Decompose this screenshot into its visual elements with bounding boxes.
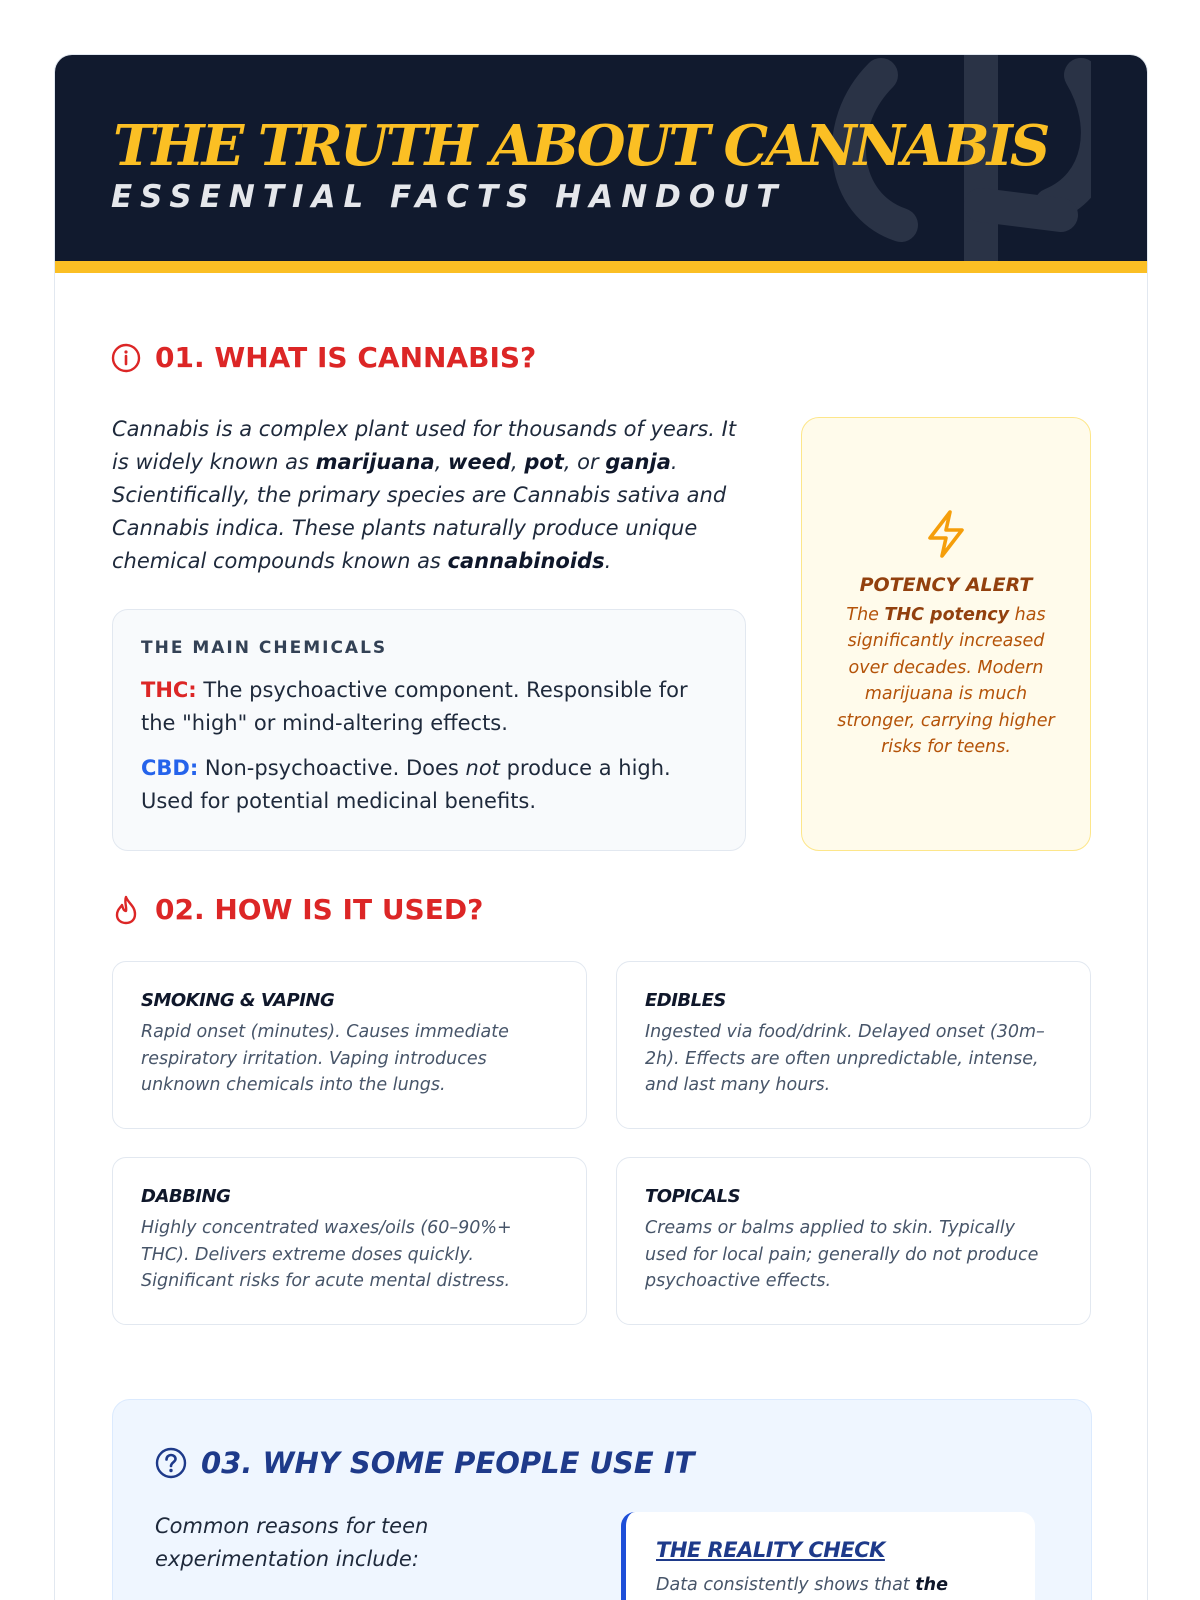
cbd-label: CBD: bbox=[141, 756, 199, 780]
intro-term: pot bbox=[524, 450, 564, 474]
intro-text: . Scientifically, the primary species are Cannabis sativa and Cannabis indica. These plants naturally produce unique chemical compounds known as bbox=[112, 450, 727, 573]
method-card-dabbing bbox=[112, 1157, 587, 1325]
reality-check-box bbox=[621, 1512, 1035, 1600]
cbd-row bbox=[141, 752, 717, 818]
intro-text: . bbox=[604, 549, 612, 573]
method-card-edibles bbox=[616, 961, 1091, 1129]
alert-text: The bbox=[846, 604, 885, 625]
why-people-use-box bbox=[112, 1399, 1092, 1600]
potency-alert-box bbox=[801, 417, 1091, 851]
intro-term: weed bbox=[448, 450, 511, 474]
alert-text: has significantly increased over decades. Modern marijuana is much stronger, carrying higher risks for teens. bbox=[837, 604, 1055, 757]
intro-sep: , bbox=[510, 450, 525, 474]
section-1-heading bbox=[111, 341, 536, 374]
intro-term: ganja bbox=[605, 450, 671, 474]
lightning-icon bbox=[922, 508, 970, 560]
intro-term: cannabinoids bbox=[447, 549, 605, 573]
page-title: THE TRUTH ABOUT CANNABIS bbox=[113, 113, 1048, 179]
flame-icon bbox=[111, 894, 141, 926]
cbd-text: Non-psychoactive. Does bbox=[198, 756, 466, 780]
info-icon bbox=[111, 343, 141, 373]
intro-term: marijuana bbox=[315, 450, 435, 474]
method-title: TOPICALS bbox=[645, 1186, 741, 1207]
section-1-title: 01. WHAT IS CANNABIS? bbox=[155, 341, 537, 374]
why-intro-text: Common reasons for teen experimentation include: bbox=[155, 1514, 429, 1571]
main-chemicals-box bbox=[112, 609, 746, 851]
method-description: Ingested via food/drink. Delayed onset (30m–2h). Effects are often unpredictable, intense, and last many hours. bbox=[645, 1022, 1045, 1095]
intro-sep: , or bbox=[563, 450, 606, 474]
handout-card bbox=[54, 54, 1148, 1600]
reality-check-text bbox=[656, 1572, 1005, 1598]
alert-emphasis: THC potency bbox=[884, 604, 1010, 625]
method-title: DABBING bbox=[141, 1186, 231, 1207]
section-2-heading bbox=[111, 893, 483, 926]
section-2-title: 02. HOW IS IT USED? bbox=[155, 893, 484, 926]
thc-row bbox=[141, 674, 717, 740]
method-card-smoking bbox=[112, 961, 587, 1129]
method-card-topicals bbox=[616, 1157, 1091, 1325]
thc-text: The psychoactive component. Responsible for the "high" or mind-altering effects. bbox=[141, 678, 688, 735]
section-3-title: 03. WHY SOME PEOPLE USE IT bbox=[201, 1446, 695, 1480]
reality-text: Data consistently shows that bbox=[656, 1575, 916, 1595]
reality-check-title: THE REALITY CHECK bbox=[656, 1538, 885, 1562]
main-chemicals-heading: THE MAIN CHEMICALS bbox=[141, 638, 388, 658]
method-title: EDIBLES bbox=[645, 990, 726, 1011]
question-icon bbox=[155, 1447, 187, 1479]
method-description: Rapid onset (minutes). Causes immediate respiratory irritation. Vaping introduces unknown chemicals into the lungs. bbox=[141, 1022, 509, 1095]
thc-label: THC: bbox=[141, 678, 197, 702]
method-title: SMOKING & VAPING bbox=[141, 990, 335, 1011]
intro-sep: , bbox=[434, 450, 449, 474]
potency-alert-title: POTENCY ALERT bbox=[859, 573, 1033, 596]
cbd-emphasis: not bbox=[465, 756, 500, 780]
method-description: Highly concentrated waxes/oils (60–90%+ THC). Delivers extreme doses quickly. Significant risks for acute mental distress. bbox=[141, 1218, 512, 1291]
cbd-text: produce a high. Used for potential medicinal benefits. bbox=[141, 756, 671, 813]
section-3-heading bbox=[155, 1446, 694, 1480]
intro-text: Cannabis is a complex plant used for thousands of years. It is widely known as bbox=[112, 417, 737, 474]
page-subtitle: ESSENTIAL FACTS HANDOUT bbox=[111, 179, 786, 215]
potency-alert-text bbox=[826, 602, 1066, 761]
handout-header bbox=[55, 55, 1147, 273]
method-description: Creams or balms applied to skin. Typically used for local pain; generally do not produce psychoactive effects. bbox=[645, 1218, 1039, 1291]
cannabis-intro bbox=[112, 413, 752, 578]
header-accent-stripe bbox=[55, 261, 1147, 273]
reality-emphasis: the bbox=[915, 1575, 948, 1595]
